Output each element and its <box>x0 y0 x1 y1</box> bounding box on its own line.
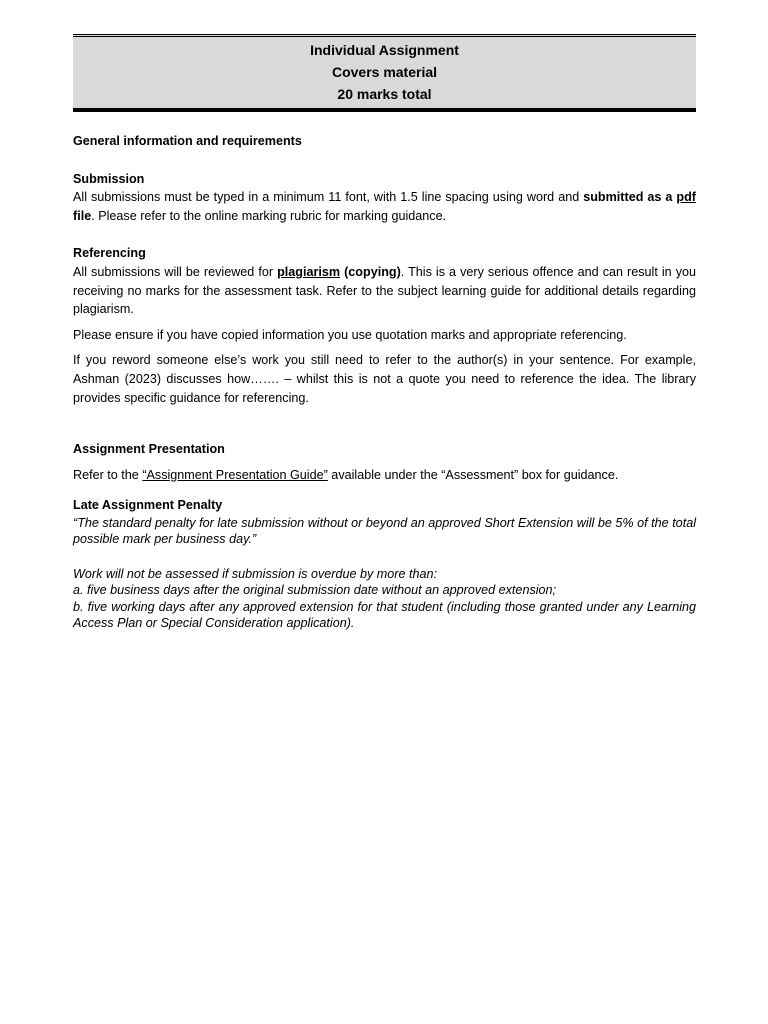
header-title: Individual Assignment <box>310 42 459 58</box>
referencing-heading: Referencing <box>73 246 146 261</box>
submission-text-end: . Please refer to the online marking rubric for marking guidance. <box>91 208 447 223</box>
submission-bold-text: submitted as a <box>583 190 677 205</box>
referencing-paragraph-1 <box>73 263 696 319</box>
submission-pdf-text: pdf <box>676 190 696 205</box>
overdue-intro: Work will not be assessed if submission is overdue by more than: <box>73 566 437 581</box>
document-page <box>73 34 696 632</box>
submission-file-text: file <box>73 208 92 223</box>
assignment-header <box>73 34 696 112</box>
referencing-p1-end: . This is a very serious offence and can result in you receiving no marks for the assessment task. Refer to the subject learning guide for additional details regarding plagiarism. <box>73 264 696 317</box>
presentation-heading: Assignment Presentation <box>73 442 225 457</box>
submission-text-start: All submissions must be typed in a minimum 11 font, with 1.5 line spacing using word and <box>73 190 584 205</box>
copying-text: (copying) <box>340 264 401 279</box>
plagiarism-text: plagiarism <box>277 264 341 279</box>
general-heading: General information and requirements <box>73 134 302 148</box>
presentation-paragraph <box>73 466 696 485</box>
referencing-paragraph-2: Please ensure if you have copied information you use quotation marks and appropriate referencing. <box>73 327 627 342</box>
submission-heading: Submission <box>73 171 145 186</box>
late-penalty-heading: Late Assignment Penalty <box>73 498 223 513</box>
late-penalty-quote: “The standard penalty for late submission without or beyond an approved Short Extension will be 5% of the total possible mark per business day.” <box>73 515 696 547</box>
submission-paragraph <box>73 188 696 225</box>
late-penalty-block <box>73 515 696 632</box>
referencing-paragraph-3: If you reword someone else’s work you still need to refer to the author(s) in your sentence. For example, Ashman (2023) discusses how……. – whilst this is not a quote you need to reference the idea. The library provides specific guidance for referencing. <box>73 353 696 405</box>
document-body <box>73 132 696 632</box>
presentation-text-start: Refer to the <box>73 467 143 482</box>
header-marks: 20 marks total <box>337 86 432 102</box>
header-subtitle: Covers material <box>331 64 438 80</box>
presentation-guide-link[interactable]: “Assignment Presentation Guide” <box>142 467 328 482</box>
overdue-item-a: a. five business days after the original submission date without an approved extension; <box>73 583 557 598</box>
referencing-p1-start: All submissions will be reviewed for <box>73 264 278 279</box>
presentation-text-end: available under the “Assessment” box for guidance. <box>327 467 619 482</box>
overdue-item-b: b. five working days after any approved extension for that student (including those granted under any Learning Access Plan or Special Consideration application). <box>73 599 696 631</box>
